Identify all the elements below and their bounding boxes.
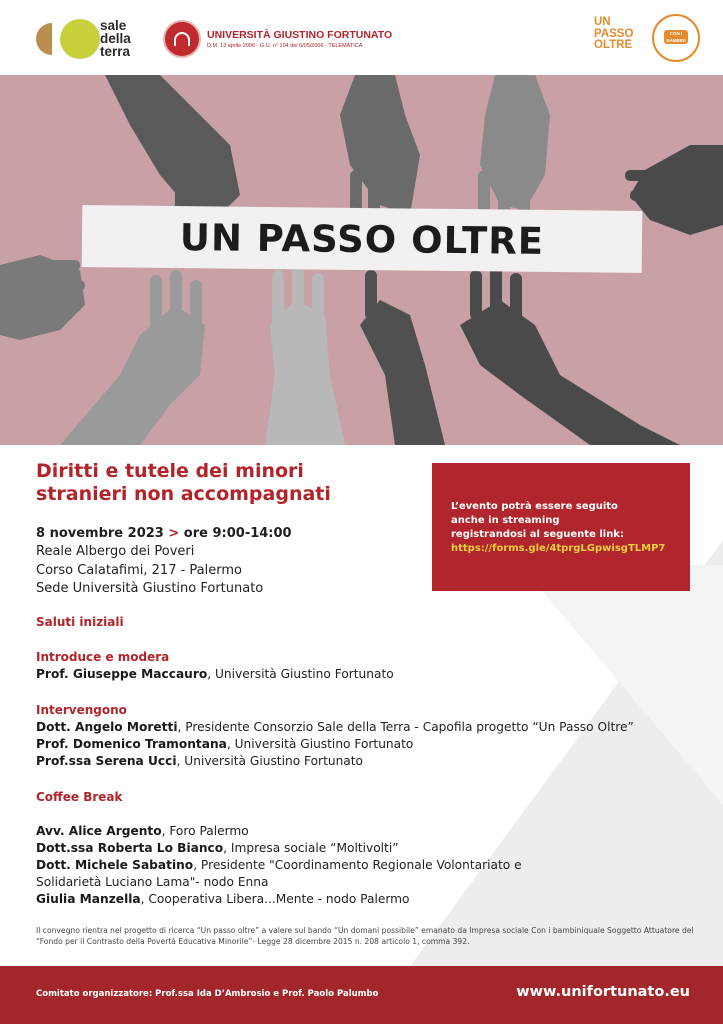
university-name: UNIVERSITÀ GIUSTINO FORTUNATO: [207, 29, 393, 41]
con-i-bambini-label: CON I BAMBINI: [664, 30, 688, 44]
sdt-word-1: sale: [100, 18, 127, 33]
speaker-line: [36, 824, 249, 838]
upo-word-1: UN: [594, 16, 611, 28]
con-i-bambini-logo: [652, 14, 700, 62]
funding-note: Il convegno rientra nel progetto di ricerca “Un passo oltre” a valere sul bando “Un domani possibile” emanato da Impresa sociale Con i bambiniquale Soggetto Attuatore del “Fondo per il Contrasto della Povertà Educativa Minorile”- Legge 28 dicembre 2015 n. 208 articolo 1, comma 392.: [36, 926, 694, 946]
event-title-line-1: Diritti e tutele dei minori: [36, 460, 304, 482]
streaming-line-3: registrandosi al seguente link:: [451, 529, 624, 540]
hand-top-3-icon: [478, 75, 550, 220]
speaker-line: [36, 892, 409, 906]
sale-della-terra-logo: [36, 19, 156, 59]
arm-bottom-3-icon: [360, 270, 445, 445]
speaker-name: Prof. Domenico Tramontana: [36, 737, 227, 751]
section-introduce: Introduce e modera: [36, 650, 170, 664]
event-title: [36, 460, 331, 506]
un-passo-oltre-logo: [594, 17, 633, 52]
speaker-name: Avv. Alice Argento: [36, 824, 162, 838]
speaker-name: Dott. Michele Sabatino: [36, 858, 194, 872]
speaker-name: Dott. Angelo Moretti: [36, 720, 178, 734]
event-time: ore 9:00-14:00: [183, 526, 292, 541]
speaker-line: [36, 754, 363, 768]
speaker-role: , Università Giustino Fortunato: [226, 737, 414, 751]
hand-left-icon: [0, 255, 85, 340]
speaker-role: , Presidente Consorzio Sale della Terra - Capofila progetto “Un Passo Oltre”: [177, 720, 634, 734]
date-separator: >: [163, 526, 184, 541]
speaker-line: [36, 720, 634, 734]
place-line-2: Corso Calatafimi, 217 - Palermo: [36, 562, 242, 578]
section-saluti: Saluti iniziali: [36, 615, 124, 629]
hand-top-1-icon: [105, 75, 240, 220]
logo-circle-icon: [60, 19, 100, 59]
moderator-name: Prof. Giuseppe Maccauro: [36, 667, 208, 681]
speaker-name: Prof.ssa Serena Ucci: [36, 754, 177, 768]
speaker-line: [36, 858, 522, 872]
hero-image: [0, 75, 723, 445]
speaker-line: [36, 841, 399, 855]
upo-word-3: OLTRE: [594, 39, 633, 51]
place-line-3: Sede Università Giustino Fortunato: [36, 581, 264, 596]
speaker-role: , Foro Palermo: [161, 824, 249, 838]
streaming-box: [432, 463, 690, 591]
speaker-line: [36, 737, 413, 751]
hero-title: UN PASSO OLTRE: [179, 215, 545, 263]
place-line-1: Reale Albergo dei Poveri: [36, 544, 195, 559]
event-date-day: 8 novembre 2023: [36, 526, 164, 541]
arm-bottom-4-icon: [460, 265, 680, 445]
university-decree: D.M. 13 aprile 2006 - G.U. n° 104 del 6/05/2006 - TELEMATICA: [207, 43, 363, 49]
speaker-role: , Impresa sociale “Moltivolti”: [223, 841, 399, 855]
sdt-word-3: terra: [100, 44, 131, 59]
event-title-line-2: stranieri non accompagnati: [36, 483, 331, 505]
website-link[interactable]: www.unifortunato.eu: [516, 984, 690, 1000]
sdt-word-2: della: [100, 31, 131, 46]
organizing-committee: Comitato organizzatore: Prof.ssa Ida D’Ambrosio e Prof. Paolo Palumbo: [36, 989, 379, 999]
arm-bottom-2-icon: [265, 265, 345, 445]
moderator-line: [36, 667, 394, 681]
footer: [0, 966, 723, 1024]
event-date: [36, 526, 292, 541]
speaker-line-continued: [36, 875, 268, 889]
event-content: [0, 445, 723, 966]
streaming-line-2: anche in streaming: [451, 515, 560, 526]
university-seal-icon: [163, 20, 201, 58]
section-intervengono: Intervengono: [36, 703, 127, 717]
section-coffee-break: Coffee Break: [36, 790, 123, 804]
event-place: [36, 543, 263, 599]
moderator-role: , Università Giustino Fortunato: [207, 667, 394, 681]
speaker-role: Solidarietà Luciano Lama"- nodo Enna: [36, 875, 269, 889]
upo-word-2: PASSO: [594, 27, 634, 40]
hero-banner: [82, 205, 643, 273]
header: [0, 0, 723, 75]
speaker-role: , Cooperativa Libera...Mente - nodo Palermo: [140, 892, 410, 906]
speaker-name: Dott.ssa Roberta Lo Bianco: [36, 841, 224, 855]
speaker-role: , Università Giustino Fortunato: [176, 754, 364, 768]
hand-top-2-icon: [340, 75, 420, 220]
streaming-line-1: L’evento potrà essere seguito: [451, 501, 618, 512]
streaming-link[interactable]: https://forms.gle/4tprgLGpwisgTLMP7: [451, 543, 666, 554]
background-shape-2: [520, 565, 723, 805]
speaker-role: , Presidente "Coordinamento Regionale Volontariato e: [193, 858, 522, 872]
speaker-name: Giulia Manzella: [36, 892, 141, 906]
university-logo: [163, 20, 393, 60]
